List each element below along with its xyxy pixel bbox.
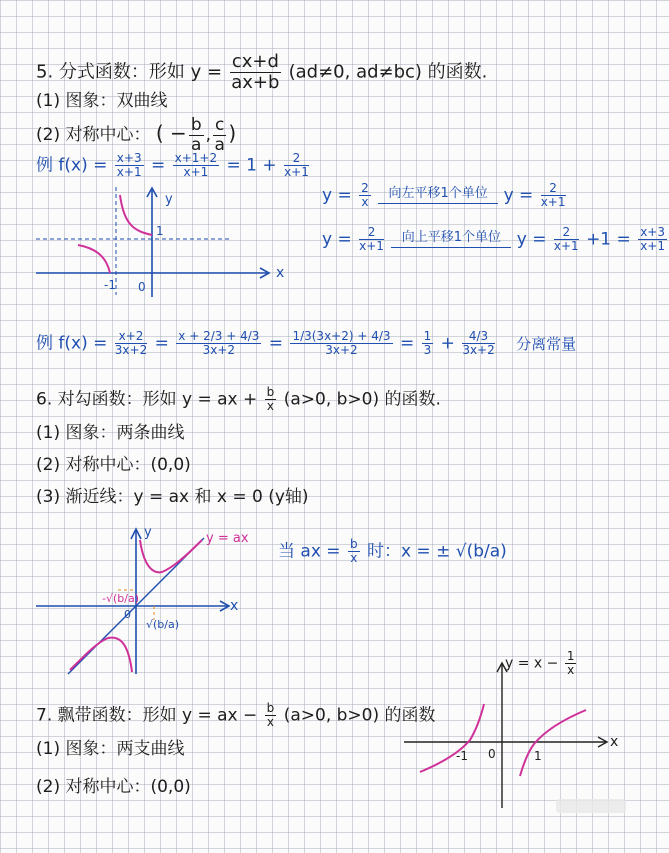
ex2-term1-num: x+2 — [115, 330, 147, 344]
x-axis-label: x — [230, 598, 239, 614]
ex2-term1 — [115, 330, 147, 357]
ex2-term2-num: x + 2/3 + 4/3 — [178, 329, 260, 343]
transform-2-frac3 — [638, 226, 667, 253]
sec7-graph-label-num: 1 — [566, 649, 575, 663]
check-function-graph — [32, 520, 252, 680]
transform-2-arrow-label: 向上平移1个单位 — [401, 230, 501, 246]
ribbon-function-graph — [400, 660, 620, 810]
sec6-note-fraction — [348, 538, 360, 565]
ex1-term2 — [173, 152, 219, 179]
sec5-point1: (1) 图象：双曲线 — [36, 91, 168, 111]
transform-2-lhs: y = — [322, 229, 352, 250]
ex1-term1-den: x+1 — [116, 165, 142, 180]
center-x-den: a — [191, 134, 202, 155]
transform-1-frac2 — [541, 182, 566, 209]
transform-2-frac3-num: x+3 — [640, 225, 665, 239]
neg-root-label: -√(b/a) — [102, 592, 139, 605]
sec6-note-sqrt: √(b/a) — [455, 541, 507, 562]
y-axis-label: y — [165, 192, 173, 207]
transform-2-frac3-den: x+1 — [640, 239, 665, 254]
transform-2 — [322, 226, 669, 253]
sec5-point2: (2) 对称中心： ( − $\frac{b}{a}$ , $\frac{c}{a}$ ) — [36, 115, 237, 155]
sec6-note-num: b — [349, 537, 358, 551]
center-x-fraction — [189, 116, 204, 154]
origin-label: 0 — [138, 280, 146, 294]
transform-2-frac1-num: 2 — [359, 226, 384, 240]
sec6-title-fraction — [265, 386, 277, 413]
transform-1-lhs: y = — [322, 185, 352, 206]
ex2-term2 — [176, 330, 261, 357]
x-axis-label: x — [276, 265, 285, 281]
origin-label: 0 — [124, 608, 131, 621]
sec6-title-den: x — [266, 399, 275, 414]
sec5-title-fraction — [230, 52, 281, 93]
sec6-title — [36, 386, 441, 413]
ex2-term4a-den: 3 — [423, 343, 432, 358]
sec6-title-suffix: (a>0, b>0) 的函数. — [283, 389, 441, 410]
transform-1-frac1-den: x — [361, 195, 369, 210]
sec6-point2: (2) 对称中心：(0,0) — [36, 455, 191, 475]
ex1-term3: = 1 + — [226, 155, 277, 176]
transform-1-arrow-label: 向左平移1个单位 — [388, 186, 488, 202]
transform-2-rhs: y = — [516, 229, 547, 250]
sec5-title-suffix: (ad≠0, ad≠bc) 的函数. — [288, 61, 488, 83]
separate-constant-note: 分离常量 — [516, 334, 577, 353]
hyperbola-graph — [30, 185, 290, 305]
transform-2-frac2-num: 2 — [554, 226, 579, 240]
ex2-term2-den: 3x+2 — [202, 343, 236, 358]
transform-2-frac2 — [554, 226, 579, 253]
ex1-term4-num: 2 — [284, 152, 309, 166]
sec7-title-num: b — [266, 701, 275, 715]
example-f: f(x) = — [58, 155, 108, 176]
transform-2-arrow — [391, 231, 511, 248]
transform-1 — [322, 182, 568, 209]
sec6-note-mid: 时：x = ± — [366, 541, 451, 562]
fraction-numerator: cx+d — [231, 51, 279, 72]
right-branch — [520, 710, 586, 776]
fraction-denominator: ax+b — [231, 71, 280, 93]
sec6-note-den: x — [350, 551, 358, 566]
sec6-note-prefix: 当 ax = — [278, 541, 341, 562]
sec7-title — [36, 702, 436, 729]
transform-2-frac2-den: x+1 — [553, 239, 579, 254]
sec6-title-num: b — [266, 385, 275, 399]
ex1-term4-den: x+1 — [284, 165, 309, 180]
center-y-fraction — [213, 116, 226, 154]
sec6-point1: (1) 图象：两条曲线 — [36, 423, 185, 443]
transform-2-frac1-den: x+1 — [359, 239, 384, 254]
center-x-num: b — [190, 115, 202, 135]
center-y-den: a — [214, 134, 225, 155]
example-label: 例 — [36, 155, 53, 176]
ex2-term3 — [290, 330, 392, 357]
ex1-term1 — [115, 152, 144, 179]
ex1-term1-num: x+3 — [116, 151, 142, 165]
ex2-term4b-den: 3x+2 — [462, 343, 495, 358]
sec7-title-prefix: 7. 飘带函数：形如 y = ax − — [36, 705, 258, 726]
sec7-title-suffix: (a>0, b>0) 的函数 — [283, 705, 436, 726]
hyperbola-right-branch — [120, 195, 152, 235]
sec7-graph-label-den: x — [567, 663, 575, 678]
ex2-term4a — [422, 330, 434, 357]
x-axis-label: x — [610, 734, 619, 750]
transform-2-arrow-line — [391, 247, 511, 248]
hyperbola-left-branch — [78, 245, 110, 273]
left-branch — [70, 638, 132, 672]
transform-2-plus: +1 = — [586, 229, 631, 250]
y-axis-label: y — [144, 525, 152, 540]
ex2-term4b — [462, 330, 494, 357]
center-y-num: c — [215, 115, 225, 135]
ex1-term4 — [284, 152, 309, 179]
ex2-term3-num: 1/3(3x+2) + 4/3 — [292, 329, 391, 343]
sec6-note — [278, 538, 507, 565]
sec6-point3: (3) 渐近线：y = ax 和 x = 0 (y轴) — [36, 487, 309, 507]
ex1-term2-num: x+1+2 — [174, 151, 218, 165]
ex1-term2-den: x+1 — [183, 165, 209, 180]
sec5-title-prefix: 5. 分式函数：形如 y = — [36, 61, 223, 83]
asymptote-label: y = ax — [206, 531, 249, 546]
sec7-point2: (2) 对称中心：(0,0) — [36, 777, 191, 797]
example2-f: f(x) = — [58, 333, 108, 354]
sec5-example1: 例 f(x) = $\frac{x+3}{x+1}$ = $\frac{x+1+2}{x+1}$ = 1 + $\frac{2}{x+1}$ — [36, 151, 309, 180]
right-branch — [140, 540, 202, 572]
ex2-term3-den: 3x+2 — [325, 343, 358, 358]
transform-1-rhs: y = — [503, 185, 534, 206]
ex2-term1-den: 3x+2 — [114, 343, 148, 358]
sec5-example2: 例 f(x) = $\frac{x+2}{3x+2}$ = $\frac{x + 2/3 + 4/3}{3x+2}$ = $\frac{1/3(3x+2) + 4/3}{3x+2}$ = $\frac{1}{3}$ + $\frac{4/3}{3x+2}$ 分离常量 — [36, 329, 577, 358]
tick-one: 1 — [534, 749, 542, 763]
sec7-title-den: x — [266, 715, 275, 730]
ex2-term4b-num: 4/3 — [462, 330, 494, 344]
origin-label: 0 — [488, 747, 496, 761]
transform-1-arrow — [378, 187, 498, 204]
pos-root-label: √(b/a) — [146, 618, 180, 631]
tick-one: 1 — [156, 224, 164, 238]
transform-1-frac2-den: x+1 — [540, 195, 566, 210]
sec7-point1: (1) 图象：两支曲线 — [36, 739, 185, 759]
sec7-graph-label-text: y = x − — [505, 655, 559, 672]
tick-neg-one: -1 — [456, 749, 468, 763]
sec5-title — [36, 52, 487, 93]
transform-2-frac1 — [359, 226, 384, 253]
transform-1-frac2-num: 2 — [541, 182, 566, 196]
transform-1-frac1-num: 2 — [361, 181, 369, 195]
sec6-title-prefix: 6. 对勾函数：形如 y = ax + — [36, 389, 258, 410]
watermark-blur — [556, 799, 626, 813]
tick-neg-one: -1 — [104, 278, 116, 292]
example2-label: 例 — [36, 333, 53, 354]
sec5-point2-label: (2) 对称中心： — [36, 125, 151, 146]
transform-1-arrow-line — [378, 203, 498, 204]
transform-1-frac1 — [359, 182, 371, 209]
sec7-title-fraction — [265, 702, 277, 729]
ex2-term4a-num: 1 — [423, 329, 432, 343]
left-branch — [420, 704, 484, 772]
